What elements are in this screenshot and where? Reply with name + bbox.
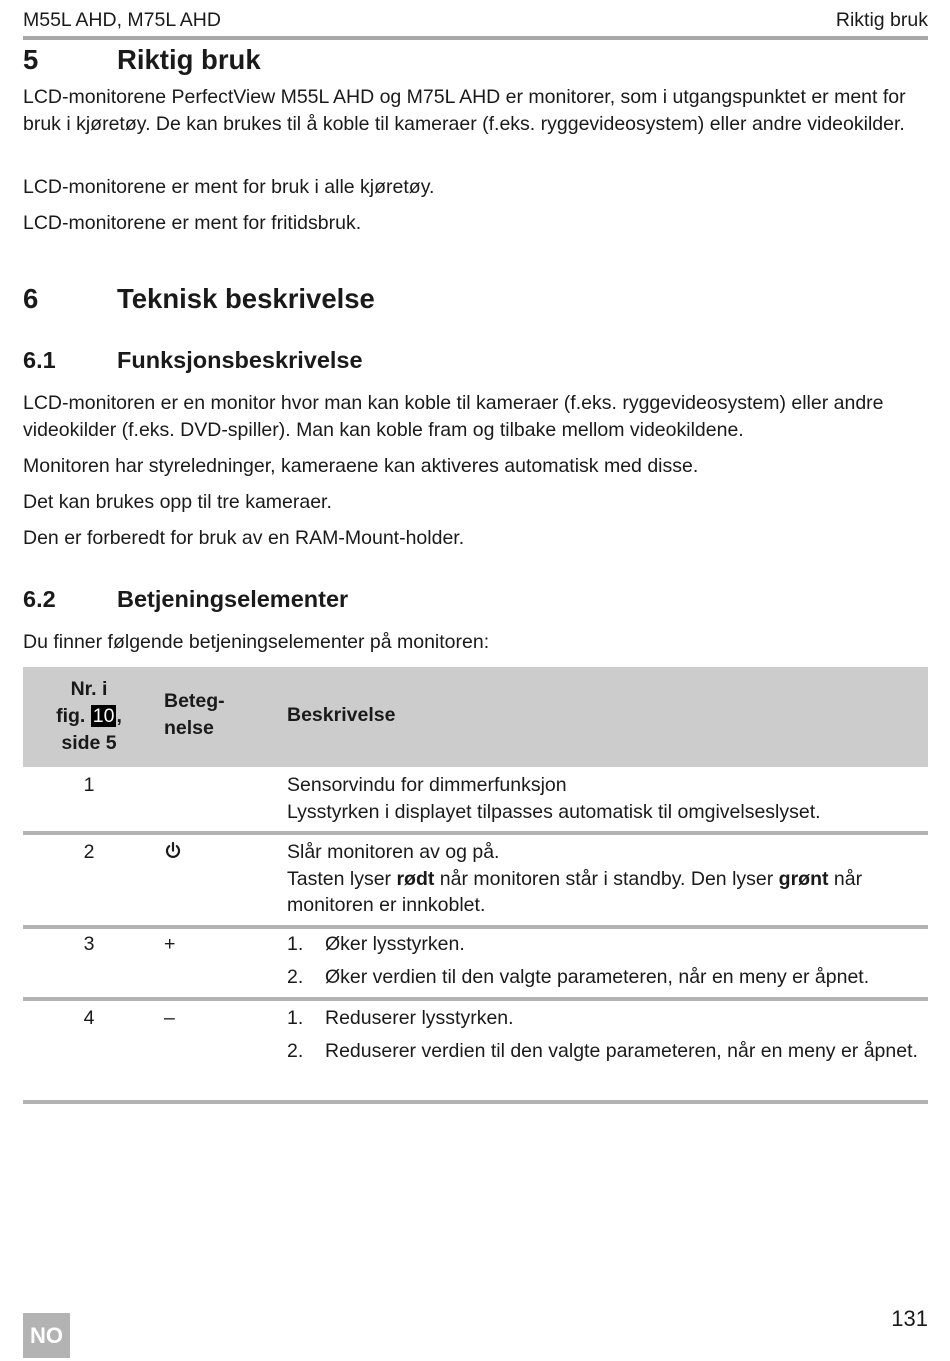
section-number: 6 bbox=[23, 283, 39, 314]
column-header-designation: Beteg- nelse bbox=[164, 690, 225, 739]
controls-table bbox=[23, 667, 928, 1104]
row-description bbox=[287, 1005, 928, 1064]
paragraph: LCD-monitorene er ment for fritidsbruk. bbox=[23, 212, 362, 234]
column-header-description: Beskrivelse bbox=[287, 704, 396, 726]
header-section: Riktig bruk bbox=[835, 9, 928, 31]
paragraph: LCD-monitoren er en monitor hvor man kan koble til kameraer (f.eks. ryggevideosystem) eller andre videokilder (f.eks. DVD-spiller). Man kan koble fram og tilbake mellom videokildene. bbox=[23, 392, 884, 441]
row-description bbox=[287, 931, 928, 990]
table-header bbox=[23, 667, 928, 767]
table-row bbox=[23, 767, 928, 835]
row-designation-plus: + bbox=[164, 933, 176, 955]
status-green: grønt bbox=[778, 867, 829, 890]
header-model: M55L AHD, M75L AHD bbox=[23, 9, 221, 31]
row-number: 1 bbox=[83, 774, 95, 796]
section-number: 5 bbox=[23, 44, 39, 75]
list-item: 2. Øker verdien til den valgte parameteren, når en meny er åpnet. bbox=[287, 965, 870, 988]
row-number: 3 bbox=[83, 933, 95, 955]
figure-reference: 10 bbox=[92, 705, 115, 727]
list-item: 2. Reduserer verdien til den valgte parameteren, når en meny er åpnet. bbox=[287, 1039, 918, 1062]
row-description: Slår monitoren av og på. Tasten lyser rødt når monitoren står i standby. Den lyser grønt når monitoren er innkoblet. bbox=[287, 841, 863, 916]
section-number: 6.2 bbox=[23, 586, 56, 612]
row-designation-minus: – bbox=[164, 1007, 175, 1029]
row-description: Sensorvindu for dimmerfunksjon Lysstyrken i displayet tilpasses automatisk til omgivelseslyset. bbox=[287, 774, 821, 823]
header-rule bbox=[23, 36, 928, 40]
section-title: Riktig bruk bbox=[117, 44, 261, 75]
manual-page bbox=[23, 0, 928, 1361]
table-row bbox=[23, 929, 928, 1001]
list-item: 1. Øker lysstyrken. bbox=[287, 933, 465, 955]
row-designation bbox=[164, 839, 224, 866]
paragraph: Du finner følgende betjeningselementer på monitoren: bbox=[23, 631, 490, 653]
section-title: Teknisk beskrivelse bbox=[117, 283, 375, 314]
list-item: 1. Reduserer lysstyrken. bbox=[287, 1007, 514, 1029]
paragraph: LCD-monitorene er ment for bruk i alle kjøretøy. bbox=[23, 176, 435, 198]
row-number: 4 bbox=[83, 1007, 95, 1029]
paragraph: LCD-monitorene PerfectView M55L AHD og M75L AHD er monitorer, som i utgangspunktet er ment for bruk i kjøretøy. De kan brukes til å koble til kameraer (f.eks. ryggevideosystem) eller andre videokilder. bbox=[23, 86, 906, 135]
column-header-number: Nr. i fig. 10 , side 5 bbox=[56, 678, 122, 754]
row-number: 2 bbox=[83, 841, 95, 863]
table-row bbox=[23, 835, 928, 929]
section-title: Betjeningselementer bbox=[117, 586, 349, 612]
status-red: rødt bbox=[396, 867, 435, 890]
running-header bbox=[23, 7, 928, 33]
page-number: 131 bbox=[891, 1306, 928, 1331]
power-icon bbox=[164, 841, 182, 861]
paragraph: Den er forberedt for bruk av en RAM-Mount-holder. bbox=[23, 527, 465, 549]
paragraph: Det kan brukes opp til tre kameraer. bbox=[23, 491, 332, 513]
paragraph: Monitoren har styreledninger, kameraene kan aktiveres automatisk med disse. bbox=[23, 455, 699, 477]
language-badge: NO bbox=[23, 1313, 70, 1358]
section-number: 6.1 bbox=[23, 347, 56, 373]
table-row bbox=[23, 1001, 928, 1104]
section-title: Funksjonsbeskrivelse bbox=[117, 347, 363, 373]
